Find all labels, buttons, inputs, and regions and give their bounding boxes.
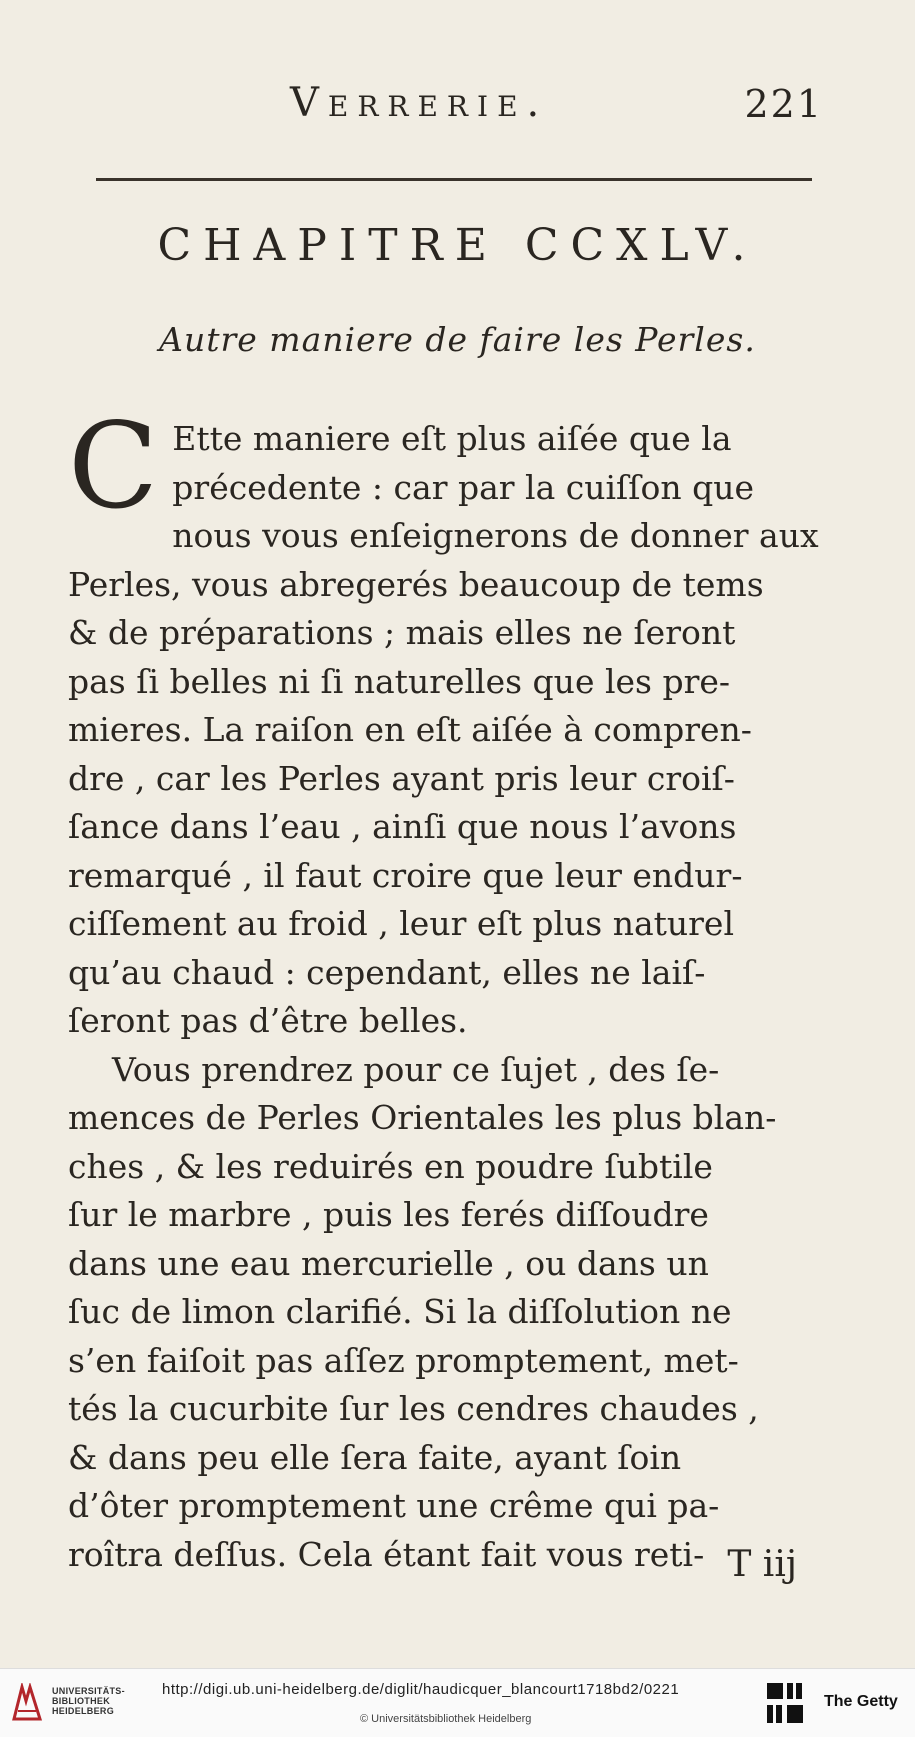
text-line: ſeront pas d’être belles. xyxy=(68,1001,468,1040)
text-line: pas ſi belles ni ſi naturelles que les pre- xyxy=(68,661,731,701)
text-line: Perles, vous abregerés beaucoup de tems xyxy=(68,564,764,604)
copyright-notice: © Universitätsbibliothek Heidelberg xyxy=(360,1713,532,1725)
text-line: ciſſement au froid , leur eſt plus naturel xyxy=(68,904,734,943)
text-line: tés la cucurbite ſur les cendres chaudes , xyxy=(68,1389,759,1428)
partner-name: The Getty xyxy=(824,1693,898,1710)
permalink[interactable]: http://digi.ub.uni-heidelberg.de/diglit/haudicquer_blancourt1718bd2/0221 xyxy=(162,1681,680,1698)
page-number: 221 xyxy=(744,82,823,126)
chapter-subtitle: Autre maniere de faire les Perles. xyxy=(159,320,756,359)
text-line: & dans peu elle ſera faite, ayant ſoin xyxy=(68,1437,682,1477)
paragraph-1 xyxy=(68,397,843,1046)
header-rule xyxy=(96,178,812,181)
text-line: & de préparations ; mais elles ne ſeront xyxy=(68,613,736,652)
getty-logo-icon xyxy=(765,1681,805,1725)
text-line: ſur le marbre , puis les ferés diſſoudre xyxy=(68,1195,709,1234)
text-line: ches , & les reduirés en poudre ſubtile xyxy=(68,1146,713,1186)
text-line: qu’au chaud : cependant, elles ne laiſ- xyxy=(68,952,706,992)
text-line: dre , car les Perles ayant pris leur croiſ- xyxy=(68,758,735,798)
text-line: mences de Perles Orientales les plus blan- xyxy=(68,1098,777,1137)
drop-cap: C xyxy=(68,397,159,535)
text-line: ſuc de limon clarifié. Si la diſſolution ne xyxy=(68,1292,732,1331)
text-line: ſance dans l’eau , ainſi que nous l’avons xyxy=(68,807,737,846)
text-line: mieres. La raiſon en eſt aiſée à compren- xyxy=(68,710,752,749)
text-line: nous vous enſeignerons de donner aux xyxy=(172,516,819,555)
paragraph-2 xyxy=(68,1046,843,1580)
running-head-title: Verrerie. xyxy=(290,80,549,126)
text-line: d’ôter promptement une crême qui pa- xyxy=(68,1486,720,1525)
text-line: roîtra deſſus. Cela étant fait vous reti- xyxy=(68,1534,705,1574)
institution-name: UNIVERSITÄTS- BIBLIOTHEK HEIDELBERG xyxy=(52,1686,125,1716)
chapter-title: CHAPITRE CCXLV. xyxy=(157,220,758,271)
catchword: T iij xyxy=(727,1544,797,1585)
text-line: Ette maniere eſt plus aiſée que la xyxy=(172,419,732,458)
text-line: s’en faiſoit pas aſſez promptement, met- xyxy=(68,1340,739,1380)
viewer-footer xyxy=(0,1668,915,1737)
text-line: précedente : car par la cuiſſon que xyxy=(172,467,754,507)
text-line: dans une eau mercurielle , ou dans un xyxy=(68,1243,709,1283)
running-head xyxy=(0,80,915,130)
text-line: remarqué , il faut croire que leur endur- xyxy=(68,855,743,895)
body-text xyxy=(68,397,843,1579)
university-logo-icon xyxy=(10,1683,44,1723)
text-line: Vous prendrez pour ce ſujet , des ſe- xyxy=(112,1049,720,1089)
